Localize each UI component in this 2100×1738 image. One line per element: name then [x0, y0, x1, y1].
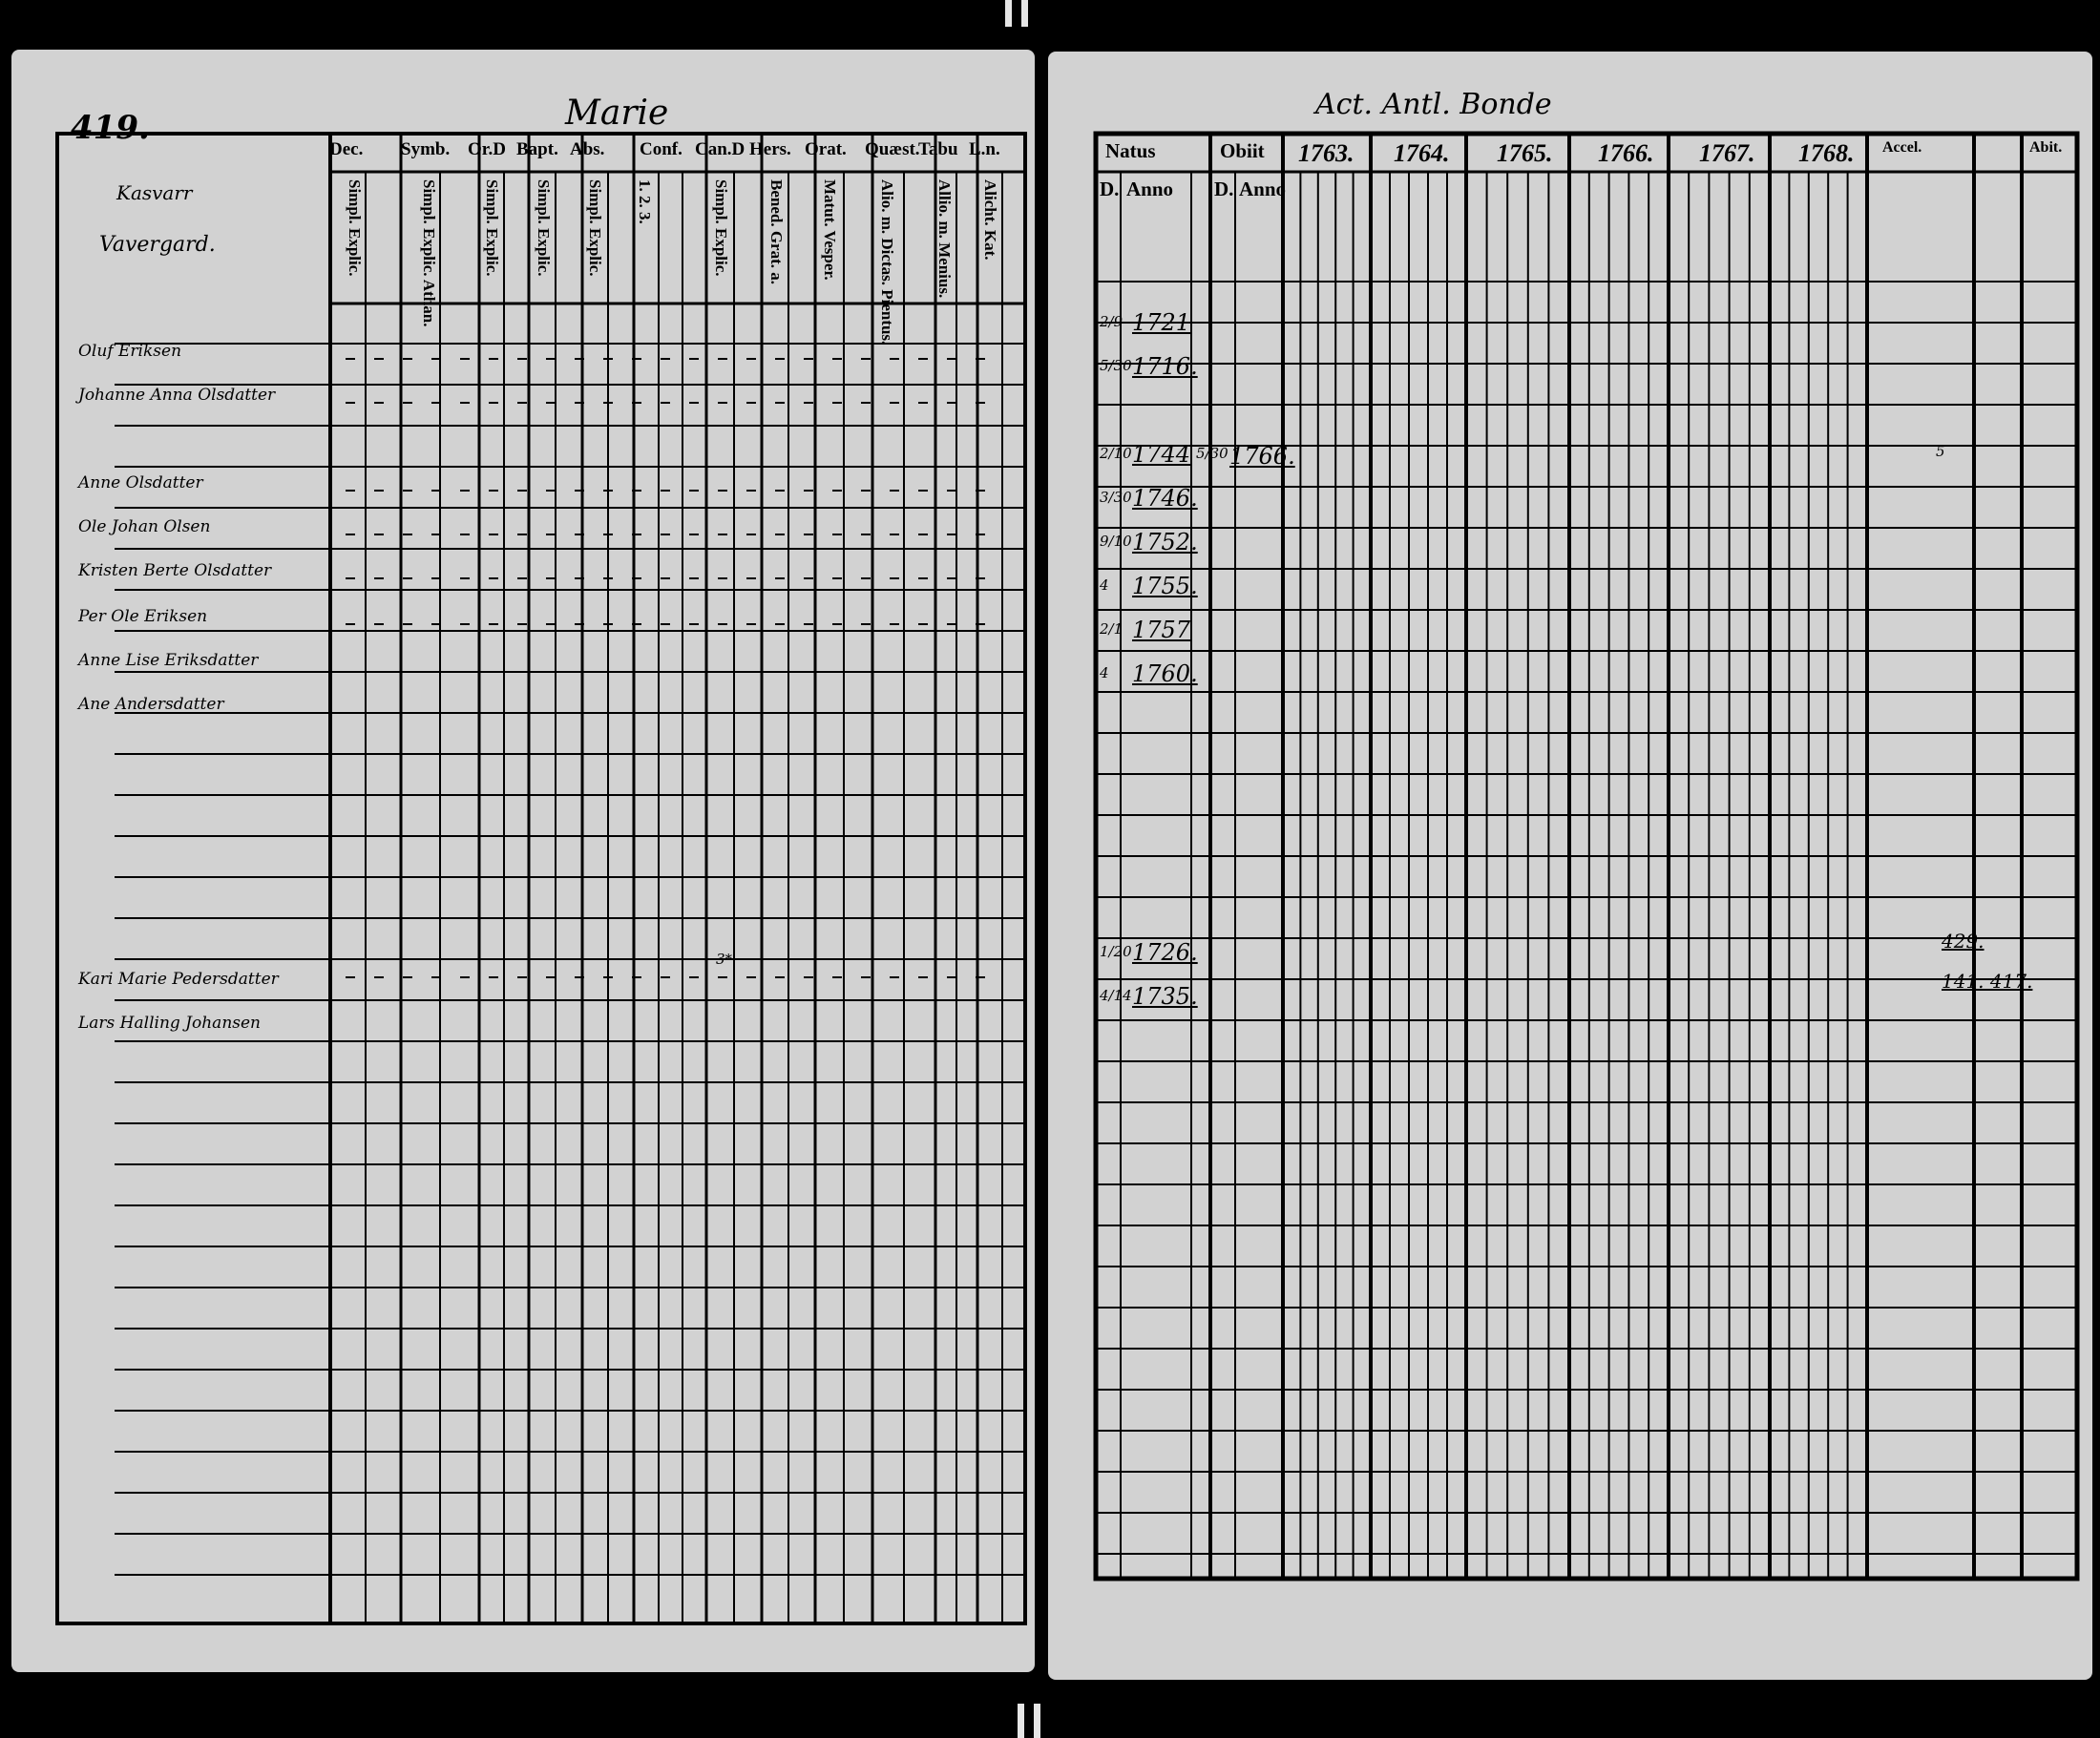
column-header: 1766.: [1598, 139, 1654, 167]
birth-year: 1757: [1132, 617, 1191, 643]
column-subheader: Anno: [1126, 178, 1174, 200]
column-subheader: Anno: [1239, 178, 1287, 200]
birth-year: 1752.: [1132, 529, 1198, 555]
column-header: Abit.: [2029, 139, 2063, 156]
column-header: Bapt.: [516, 139, 558, 159]
death-year: 1766.: [1229, 443, 1295, 470]
birth-year: 1716.: [1132, 353, 1198, 380]
person-name: Kristen Berte Olsdatter: [78, 561, 272, 580]
column-header: Can.D: [695, 139, 746, 159]
column-subheader: Bened. Grat. a.: [767, 179, 786, 285]
place-name: Kasvarr: [116, 181, 193, 204]
column-header: Or.D: [468, 139, 506, 159]
accel-mark: 5: [1936, 443, 1945, 460]
birth-day: 2/10: [1100, 445, 1132, 462]
column-header: Obiit: [1220, 139, 1265, 162]
column-header: Dec.: [329, 139, 364, 159]
column-subheader: Simpl. Explic.: [535, 179, 553, 277]
birth-day: 3/30: [1100, 489, 1132, 506]
person-name: Lars Halling Johansen: [78, 1014, 262, 1033]
column-subheader: Allio. m. Menius.: [935, 179, 954, 299]
abit-entry: 141. 417.: [1942, 970, 2033, 993]
column-subheader: Simpl. Explic.: [483, 179, 501, 277]
person-name: Anne Lise Eriksdatter: [78, 651, 259, 670]
page-number: 419.: [71, 109, 150, 147]
birth-year: 1755.: [1132, 573, 1198, 599]
column-header: 1765.: [1497, 139, 1553, 167]
column-subheader: Simpl. Explic.: [346, 179, 364, 277]
column-header: Orat.: [805, 139, 847, 159]
death-day: 5/30: [1196, 445, 1228, 462]
column-header: 1768.: [1798, 139, 1855, 167]
column-header: Symb.: [401, 139, 451, 159]
birth-day: 4: [1100, 664, 1109, 681]
column-header: Natus: [1105, 139, 1156, 162]
person-name: Kari Marie Pedersdatter: [78, 970, 279, 989]
birth-year: 1721: [1132, 309, 1191, 336]
person-name: Per Ole Eriksen: [78, 607, 208, 626]
birth-day: 9/10: [1100, 533, 1132, 550]
column-subheader: D.: [1214, 178, 1234, 200]
birth-day: 4: [1100, 576, 1109, 594]
column-subheader: Alicht. Kat.: [981, 179, 999, 261]
farm-name: Vavergard.: [99, 233, 216, 257]
spine-mark: [1034, 1704, 1040, 1738]
column-subheader: 1. 2. 3.: [636, 179, 654, 224]
birth-year: 1746.: [1132, 485, 1198, 512]
column-header: Abs.: [570, 139, 605, 159]
spine-mark: [1005, 0, 1012, 27]
spine-mark: [1021, 0, 1028, 27]
column-subheader: Alio. m. Dictas. Pientus.: [878, 179, 896, 346]
column-subheader: Simpl. Explic.: [712, 179, 730, 277]
page-heading: Marie: [565, 94, 669, 133]
birth-day: 5/30: [1100, 357, 1132, 374]
abit-entry: 429.: [1942, 930, 1984, 953]
column-subheader: Matut. Vesper.: [821, 179, 839, 281]
column-header: 1767.: [1699, 139, 1755, 167]
right-ruled-table: [1048, 52, 2092, 1680]
left-table-border: [57, 134, 1025, 1623]
stray-mark: 3*: [716, 951, 733, 968]
right-page: [1048, 52, 2092, 1680]
birth-year: 1735.: [1132, 983, 1198, 1010]
birth-year: 1726.: [1132, 939, 1198, 966]
birth-day: 2/9: [1100, 313, 1124, 330]
birth-year: 1760.: [1132, 660, 1198, 687]
person-name: Ane Andersdatter: [78, 695, 224, 714]
column-header: Tabu: [918, 139, 958, 159]
page-heading: Act. Antl. Bonde: [1315, 88, 1552, 121]
column-header: Quæst.: [865, 139, 920, 159]
birth-day: 1/20: [1100, 943, 1132, 960]
column-header: 1764.: [1394, 139, 1450, 167]
person-name: Oluf Eriksen: [78, 342, 182, 361]
left-page: [11, 50, 1035, 1672]
column-header: Conf.: [640, 139, 682, 159]
column-header: 1763.: [1298, 139, 1354, 167]
spine-mark: [1018, 1704, 1024, 1738]
person-name: Johanne Anna Olsdatter: [78, 386, 276, 405]
column-subheader: D.: [1100, 178, 1120, 200]
person-name: Ole Johan Olsen: [78, 517, 211, 536]
column-header: L.n.: [969, 139, 1000, 159]
birth-day: 4/14: [1100, 987, 1132, 1004]
birth-day: 2/1: [1100, 620, 1124, 638]
birth-year: 1744: [1132, 441, 1191, 468]
column-subheader: Simpl. Explic. Athan.: [420, 179, 438, 327]
person-name: Anne Olsdatter: [78, 473, 203, 492]
column-subheader: Simpl. Explic.: [586, 179, 604, 277]
column-header: Accel.: [1882, 139, 1922, 156]
column-header: Hers.: [749, 139, 791, 159]
